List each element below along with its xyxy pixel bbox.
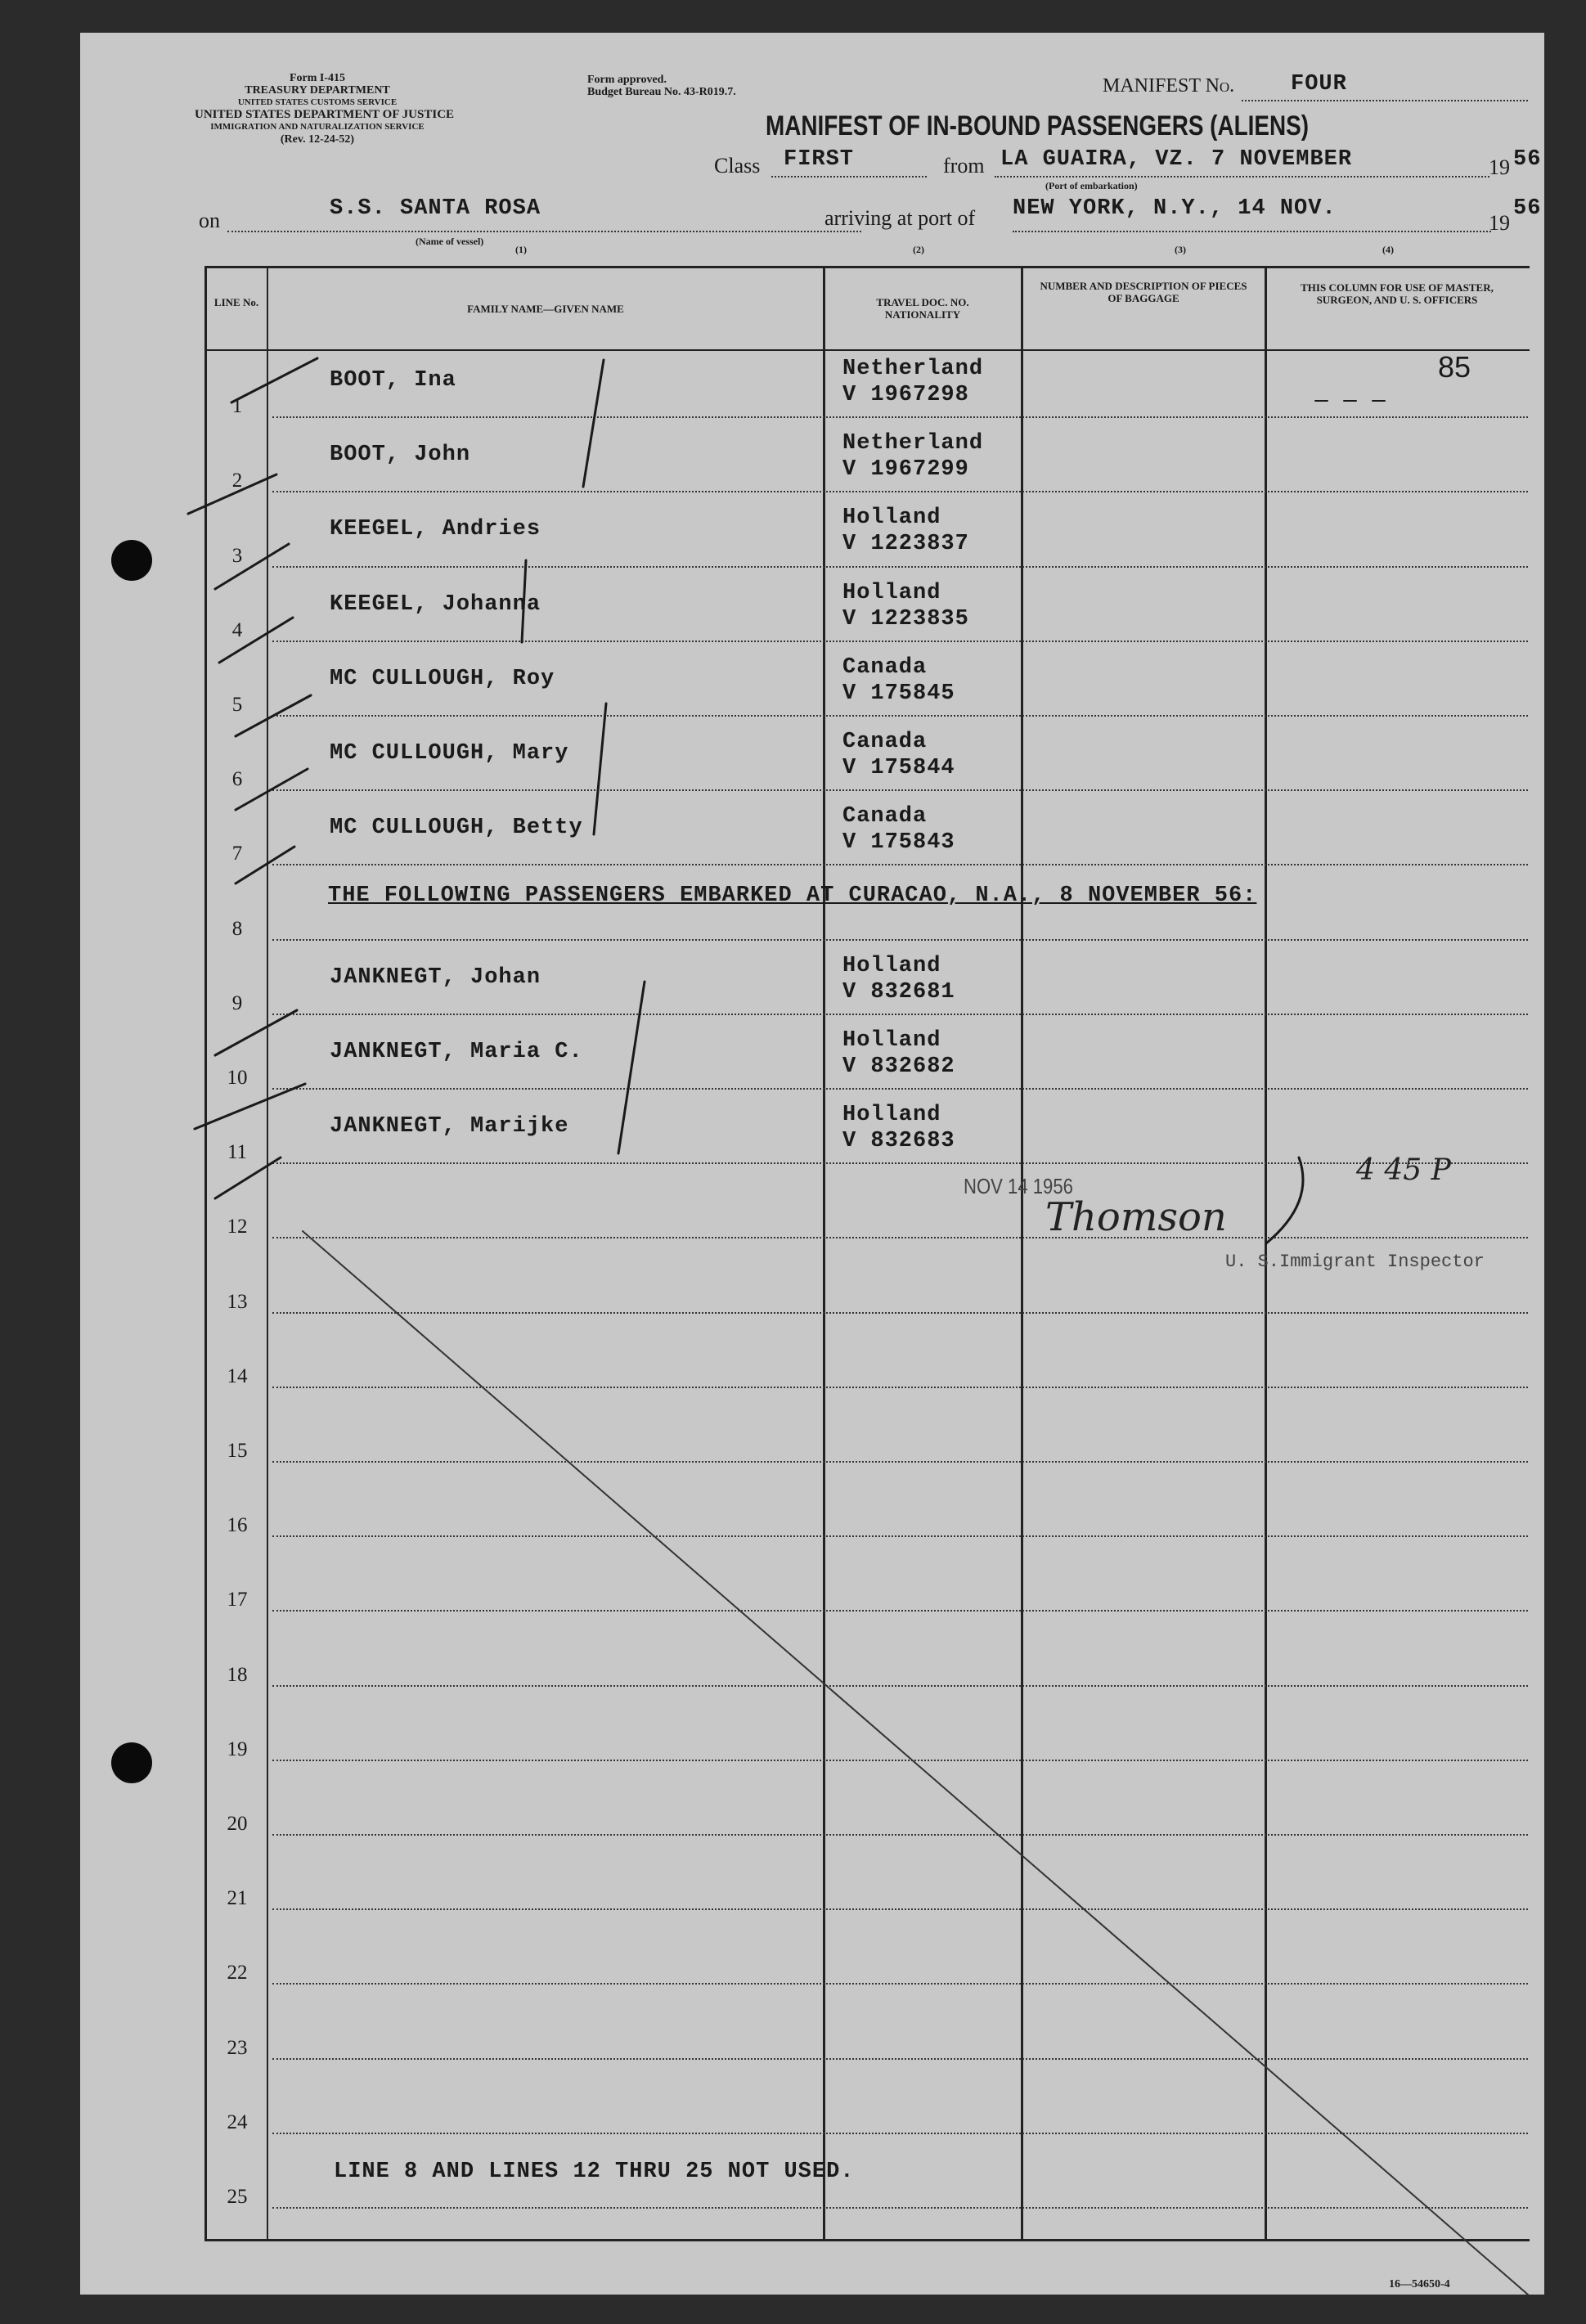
page-title: MANIFEST OF IN-BOUND PASSENGERS (ALIENS) — [766, 110, 1309, 142]
year-1: 56 — [1513, 147, 1542, 172]
year-prefix-2: 19 — [1489, 211, 1510, 235]
passenger-name: JANKNEGT, Marijke — [330, 1114, 569, 1139]
treasury-dept: TREASURY DEPARTMENT — [245, 84, 390, 97]
col-header-line: LINE No. — [213, 296, 259, 308]
line-number: 11 — [227, 1141, 248, 1164]
vessel-caption: (Name of vessel) — [416, 236, 484, 247]
col-header-name: FAMILY NAME—GIVEN NAME — [467, 303, 624, 315]
officer-note: 85 — [1438, 350, 1471, 384]
col1-number: (1) — [515, 244, 527, 255]
revision: (Rev. 12-24-52) — [280, 133, 355, 146]
col4-number: (4) — [1382, 244, 1394, 255]
year-2: 56 — [1513, 196, 1542, 221]
nationality: Netherland — [842, 357, 984, 381]
ins-service: IMMIGRATION AND NATURALIZATION SERVICE — [210, 122, 425, 132]
passenger-name: MC CULLOUGH, Betty — [330, 816, 583, 841]
line-number: 10 — [227, 1066, 248, 1089]
vessel-name: S.S. SANTA ROSA — [330, 196, 541, 221]
from-value: LA GUAIRA, VZ. 7 NOVEMBER — [1000, 147, 1353, 172]
manifest-page — [80, 33, 1544, 2295]
line-number: 18 — [227, 1663, 248, 1686]
nationality: Holland — [842, 1103, 941, 1127]
class-label: Class — [714, 154, 761, 178]
check-mark — [215, 1010, 297, 1055]
handwritten-marks — [80, 33, 1544, 2295]
nationality: Holland — [842, 580, 941, 605]
signature-initials: 4 45 P — [1356, 1153, 1451, 1187]
check-mark — [236, 769, 308, 810]
travel-doc-number: V 175845 — [842, 681, 955, 706]
port-embark-caption: (Port of embarkation) — [1045, 180, 1138, 191]
line-number: 1 — [231, 395, 243, 418]
justice-dept: UNITED STATES DEPARTMENT OF JUSTICE — [195, 108, 455, 121]
travel-doc-number: V 832682 — [842, 1054, 955, 1079]
from-label: from — [943, 154, 985, 178]
passenger-name: BOOT, John — [330, 443, 471, 468]
col2-number: (2) — [913, 244, 924, 255]
col-header-officer: THIS COLUMN FOR USE OF MASTER, SURGEON, AND U. S. OFFICERS — [1301, 281, 1494, 306]
travel-doc-number: V 1967299 — [842, 457, 969, 483]
travel-doc-number: V 832681 — [842, 979, 955, 1005]
nationality: Holland — [842, 953, 941, 978]
curacao-note: THE FOLLOWING PASSENGERS EMBARKED AT CURACAO, N.A., 8 NOVEMBER 56: — [328, 883, 1257, 908]
check-mark — [215, 544, 289, 589]
nationality: Holland — [842, 506, 941, 531]
line-number: 20 — [227, 1812, 248, 1835]
passenger-name: KEEGEL, Johanna — [330, 591, 541, 617]
manifest-no-value: FOUR — [1291, 72, 1347, 97]
passenger-name: MC CULLOUGH, Mary — [330, 741, 569, 766]
line-number: 19 — [227, 1737, 248, 1760]
form-approved: Form approved. — [587, 74, 667, 86]
passenger-name: KEEGEL, Andries — [330, 517, 541, 542]
manifest-no-label: MANIFEST No. — [1103, 75, 1235, 97]
customs-service: UNITED STATES CUSTOMS SERVICE — [237, 97, 398, 107]
line-number: 21 — [227, 1887, 248, 1910]
col-header-doc: TRAVEL DOC. NO. NATIONALITY — [876, 296, 969, 321]
passenger-name: JANKNEGT, Maria C. — [330, 1039, 583, 1064]
bracket-stroke — [594, 703, 606, 834]
passenger-name: JANKNEGT, Johan — [330, 964, 541, 990]
line-number: 14 — [227, 1364, 248, 1387]
line-number: 8 — [231, 917, 243, 940]
form-id: Form I-415 — [289, 72, 346, 84]
line-number: 13 — [227, 1290, 248, 1313]
line-number: 24 — [227, 2110, 248, 2133]
check-mark — [236, 695, 311, 736]
nationality: Canada — [842, 730, 928, 754]
bracket-stroke — [1266, 1158, 1303, 1243]
inspector-signature: Thomson — [1045, 1194, 1227, 1240]
line-number: 25 — [227, 2185, 248, 2208]
travel-doc-number: V 1223835 — [842, 606, 969, 632]
line-number: 2 — [231, 470, 243, 492]
line-number: 4 — [231, 618, 243, 641]
col-header-baggage: NUMBER AND DESCRIPTION OF PIECES OF BAGGAGE — [1040, 280, 1247, 304]
check-mark — [195, 1084, 305, 1129]
line-number: 7 — [231, 843, 243, 865]
strike-diagonal — [303, 1231, 1528, 2295]
travel-doc-number: V 175843 — [842, 830, 955, 856]
bracket-stroke — [618, 982, 645, 1153]
travel-doc-number: V 175844 — [842, 756, 955, 780]
bracket-stroke — [522, 560, 526, 642]
nationality: Canada — [842, 804, 928, 829]
line-number: 23 — [227, 2036, 248, 2059]
check-mark — [188, 474, 276, 514]
year-prefix-1: 19 — [1489, 155, 1510, 179]
nationality: Holland — [842, 1027, 941, 1053]
on-label: on — [199, 209, 220, 232]
arriving-label: arriving at port of — [824, 206, 976, 230]
travel-doc-number: V 832683 — [842, 1129, 955, 1153]
check-mark — [231, 358, 317, 402]
line-number: 16 — [227, 1514, 248, 1537]
form-number: 16—54650-4 — [1389, 2278, 1450, 2290]
col3-number: (3) — [1175, 244, 1186, 255]
inspector-title: U. S.Immigrant Inspector — [1225, 1252, 1485, 1272]
arrival-port: NEW YORK, N.Y., 14 NOV. — [1013, 196, 1337, 221]
line-number: 22 — [227, 1962, 248, 1985]
not-used-note: LINE 8 AND LINES 12 THRU 25 NOT USED. — [334, 2160, 855, 2184]
line-number: 5 — [231, 693, 243, 716]
check-mark — [215, 1158, 281, 1198]
check-mark — [236, 847, 294, 883]
date-stamp: NOV 14 1956 — [964, 1174, 1073, 1198]
budget-bureau: Budget Bureau No. 43-R019.7. — [587, 86, 736, 98]
line-number: 17 — [227, 1589, 248, 1612]
check-mark — [219, 618, 293, 663]
nationality: Canada — [842, 654, 928, 680]
travel-doc-number: V 1967298 — [842, 383, 969, 407]
line-number: 12 — [227, 1216, 248, 1238]
line-number: 3 — [231, 544, 243, 567]
line-number: 9 — [231, 991, 243, 1014]
bracket-stroke — [583, 360, 604, 487]
travel-doc-number: V 1223837 — [842, 532, 969, 557]
class-value: FIRST — [784, 147, 855, 172]
passenger-name: BOOT, Ina — [330, 368, 456, 393]
line-number: 6 — [231, 768, 243, 791]
nationality: Netherland — [842, 431, 984, 456]
line-number: 15 — [227, 1439, 248, 1462]
passenger-name: MC CULLOUGH, Roy — [330, 666, 555, 691]
